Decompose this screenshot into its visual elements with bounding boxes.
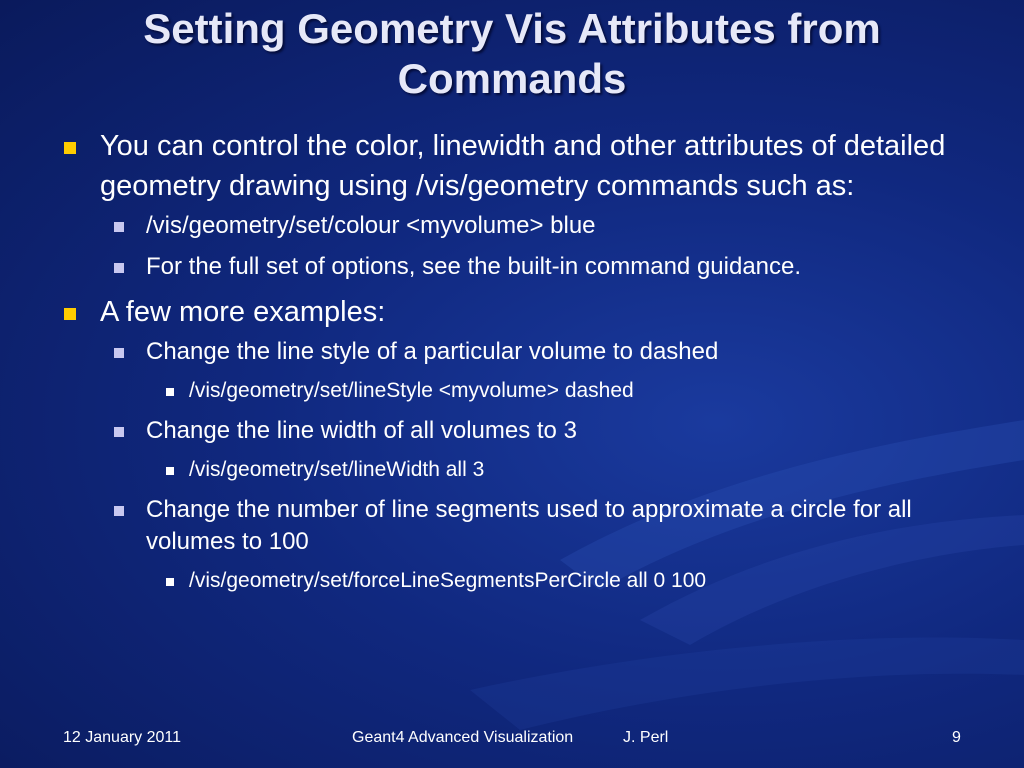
bullet-text: You can control the color, linewidth and other attributes of detailed geometry drawing using /vis/geometry commands such as: [100,130,946,202]
square-bullet-icon [64,308,76,320]
square-bullet-icon [114,427,124,437]
bullet-item [58,415,958,447]
square-bullet-icon [114,263,124,273]
bullet-item [58,567,958,595]
bullet-list [58,126,958,605]
bullet-text: Change the number of line segments used to approximate a circle for all volumes to 100 [146,496,912,555]
square-bullet-icon [166,467,174,475]
square-bullet-icon [166,578,174,586]
slide-title: Setting Geometry Vis Attributes from Commands [143,5,881,102]
bullet-text: /vis/geometry/set/lineWidth all 3 [189,458,485,481]
footer-author: J. Perl [623,729,669,746]
bullet-item [58,336,958,368]
bullet-text: /vis/geometry/set/forceLineSegmentsPerCircle all 0 100 [189,569,707,592]
bullet-text: Change the line style of a particular volume to dashed [146,338,719,365]
square-bullet-icon [166,388,174,396]
bullet-text: A few more examples: [100,296,386,328]
bullet-text: /vis/geometry/set/colour <myvolume> blue [146,212,596,239]
footer-page-number: 9 [952,729,961,746]
bullet-item [58,126,958,206]
square-bullet-icon [114,222,124,232]
bullet-item [58,456,958,484]
bullet-item [58,251,958,283]
bullet-item [58,494,958,558]
bullet-text: For the full set of options, see the built-in command guidance. [146,253,802,280]
square-bullet-icon [64,142,76,154]
bullet-item [58,292,958,332]
footer-date: 12 January 2011 [63,729,182,746]
bullet-item [58,210,958,242]
bullet-text: /vis/geometry/set/lineStyle <myvolume> dashed [189,379,634,402]
square-bullet-icon [114,348,124,358]
footer-title: Geant4 Advanced Visualization [352,729,574,746]
bullet-text: Change the line width of all volumes to 3 [146,417,577,444]
square-bullet-icon [114,506,124,516]
bullet-item [58,377,958,405]
